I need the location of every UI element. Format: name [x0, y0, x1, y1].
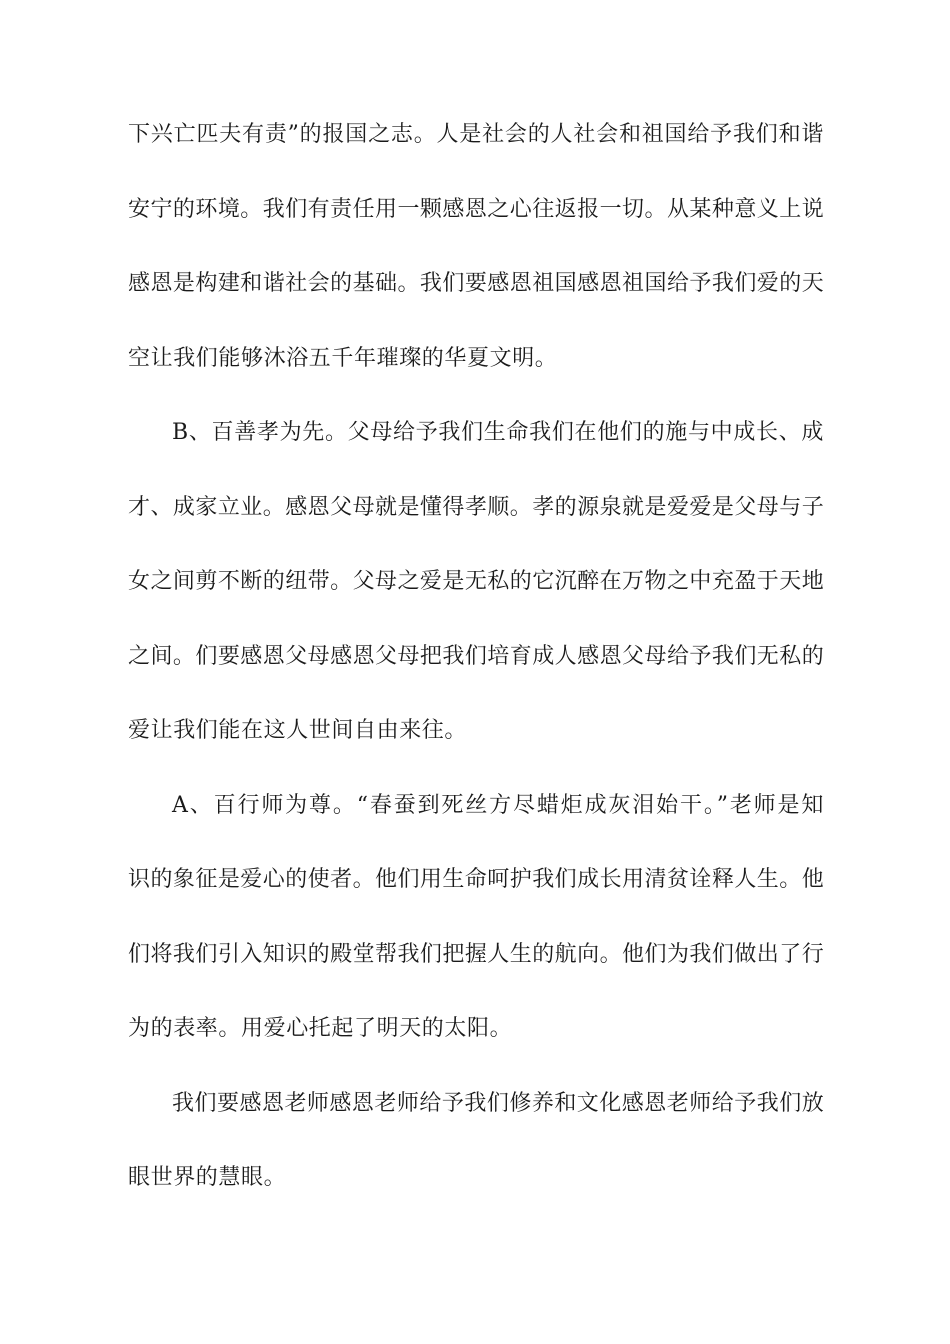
text-line: 安宁的环境。我们有责任用一颗感恩之心往返报一切。从某种意义上说 [128, 196, 824, 222]
paragraph-teachers [128, 769, 824, 1067]
paragraph-gratitude-teachers [128, 1067, 824, 1216]
text-line: 为的表率。用爱心托起了明天的太阳。 [128, 1016, 513, 1041]
text-line: 空让我们能够沐浴五千年璀璨的华夏文明。 [128, 345, 558, 371]
text-line: 之间。们要感恩父母感恩父母把我们培育成人感恩父母给予我们无私的 [128, 643, 824, 669]
text-line: 女之间剪不断的纽带。父母之爱是无私的它沉醉在万物之中充盈于天地 [128, 569, 824, 594]
text-line: 爱让我们能在这人世间自由来往。 [128, 718, 468, 743]
text-line: 感恩是构建和谐社会的基础。我们要感恩祖国感恩祖国给予我们爱的天 [128, 271, 824, 296]
document-body [128, 98, 824, 1216]
text-line: A、百行师为尊。“春蚕到死丝方尽蜡炬成灰泪始干。”老师是知 [172, 792, 824, 818]
text-line: 我们要感恩老师感恩老师给予我们修养和文化感恩老师给予我们放 [172, 1090, 824, 1116]
text-line: 眼世界的慧眼。 [128, 1165, 287, 1190]
paragraph-parents [128, 396, 824, 769]
paragraph-patriotism [128, 98, 824, 396]
text-line: B、百善孝为先。父母给予我们生命我们在他们的施与中成长、成 [172, 420, 824, 445]
text-line: 下兴亡匹夫有责”的报国之志。人是社会的人社会和祖国给予我们和谐 [128, 122, 824, 147]
text-line: 才、成家立业。感恩父母就是懂得孝顺。孝的源泉就是爱爱是父母与子 [128, 494, 824, 520]
text-line: 们将我们引入知识的殿堂帮我们把握人生的航向。他们为我们做出了行 [128, 941, 824, 967]
text-line: 识的象征是爱心的使者。他们用生命呵护我们成长用清贫诠释人生。他 [128, 867, 824, 892]
